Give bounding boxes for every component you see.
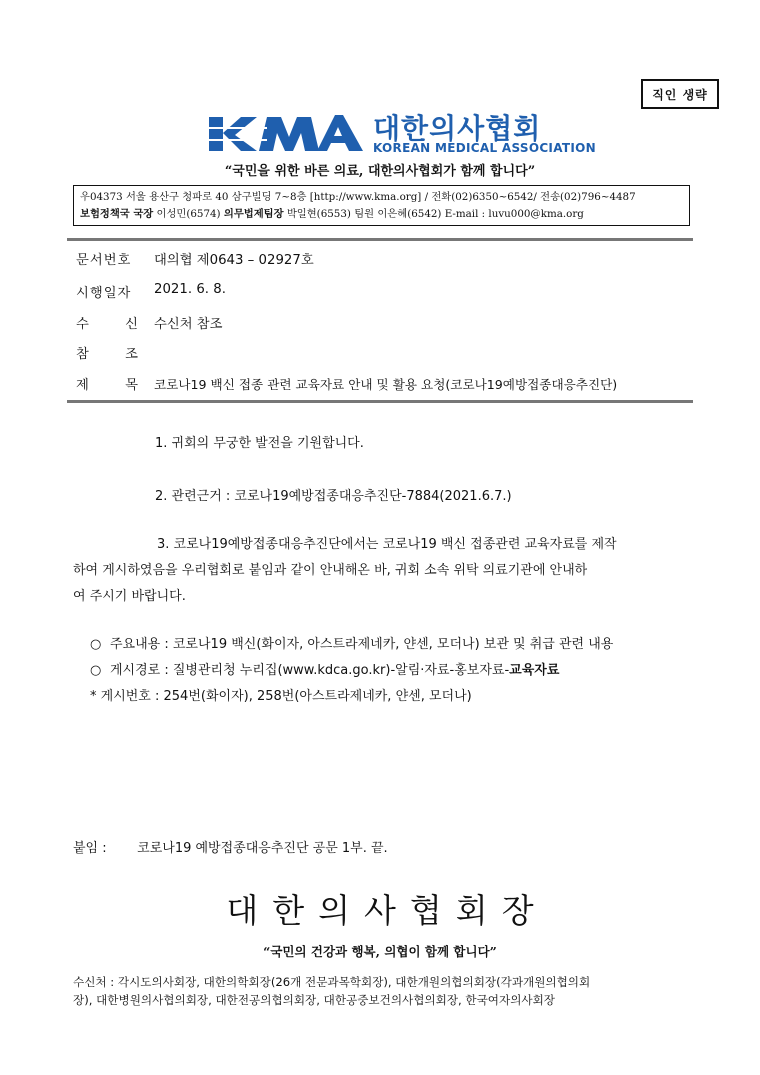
subject-label [76,374,138,393]
recipients-line2: 장), 대한병원의사협의회장, 대한전공의협의회장, 대한공중보건의사협의회장, 한국여자의사회장 [73,993,555,1007]
org-name-ko: 대한의사협회 [373,112,542,145]
subject-value: 코로나19 백신 접종 관련 교육자료 안내 및 활용 요청(코로나19예방접종대응추진단) [154,377,618,392]
bullet-item [90,658,613,684]
subject-divider [67,400,693,403]
recipients-list [73,973,693,1009]
circle-bullet-icon: ○ [90,637,102,652]
bullet-list [90,632,613,710]
attachment-line [73,837,388,856]
date-year: 2021. [154,282,193,297]
reference-label-a: 참 [76,347,89,362]
dept2-value: 박일현(6553) 팀원 이은혜(6542) E-mail : luvu000@kma.org [286,208,584,220]
kma-logo-mark [207,111,367,155]
bullet-path-text: 게시경로 : 질병관리청 누리집(www.kdca.go.kr)-알림·자료-홍보자료- [110,663,510,678]
date-value [154,282,226,297]
recipient-label-b: 신 [125,317,138,332]
body-item-3-line3: 여 주시기 바랍니다. [73,589,186,604]
footer-slogan: “국민의 건강과 행복, 의협이 함께 합니다” [263,944,497,959]
recipient-label [76,313,138,332]
date-day: 8. [213,282,226,297]
contact-box [73,185,690,226]
date-label: 시행일자 [76,286,132,301]
recipients-line1: 수신처 : 각시도의사회장, 대한의학회장(26개 전문과목학회장), 대한개원의협의회장(각과개원의협의회 [73,975,591,989]
reference-label-b: 조 [125,347,138,362]
subject-label-a: 제 [76,378,89,393]
date-month: 6. [196,282,209,297]
reference-label [76,343,138,362]
body-item-3-line2: 하여 게시하였음을 우리협회로 붙임과 같이 안내해온 바, 귀회 소속 위탁 의료기관에 안내하 [73,563,588,578]
contact-address-line: 우04373 서울 용산구 청파로 40 삼구빌딩 7~8층 [http://www.kma.org] / 전화(02)6350~6542/ 전송(02)796~4487 [80,191,636,203]
body-item-2: 2. 관련근거 : 코로나19예방접종대응추진단-7884(2021.6.7.) [155,489,512,504]
signature-title: 대한의사협회장 [226,891,548,930]
bullet-item [90,632,613,658]
contact-staff-line [80,206,683,223]
dept1-label: 보험정책국 국장 [80,208,154,220]
bullet-path-bold: 교육자료 [509,663,560,678]
circle-bullet-icon: ○ [90,663,102,678]
header-slogan: “국민을 위한 바른 의료, 대한의사협회가 함께 합니다” [224,164,536,179]
doc-number-value: 대의협 제0643 – 02927호 [154,253,314,268]
header-divider [67,238,693,241]
bullet-content-text: 주요내용 : 코로나19 백신(화이자, 아스트라제네카, 얀센, 모더나) 보관 및 취급 관련 내용 [110,637,614,652]
dept1-value: 이성민(6574) [156,208,221,220]
body-item-1: 1. 귀회의 무궁한 발전을 기원합니다. [155,436,364,451]
stamp-label: 직인 생략 [652,87,708,102]
dept2-label: 의무법제팀장 [223,208,284,220]
subject-label-b: 목 [125,378,138,393]
body-item-3 [73,532,690,610]
doc-number-label: 문서번호 [76,253,132,268]
org-name-en: KOREAN MEDICAL ASSOCIATION [373,141,596,155]
bullet-note [90,684,613,710]
stamp-omitted-box [641,79,719,109]
recipient-value: 수신처 참조 [154,317,223,332]
kma-logo [207,111,596,157]
attachment-value: 코로나19 예방접종대응추진단 공문 1부. 끝. [137,841,388,856]
body-item-3-line1: 3. 코로나19예방접종대응추진단에서는 코로나19 백신 접종관련 교육자료를 제작 [157,537,617,552]
recipient-label-a: 수 [76,317,89,332]
note-text: * 게시번호 : 254번(화이자), 258번(아스트라제네카, 얀센, 모더나) [90,689,472,704]
attachment-label: 붙임 : [73,841,107,856]
